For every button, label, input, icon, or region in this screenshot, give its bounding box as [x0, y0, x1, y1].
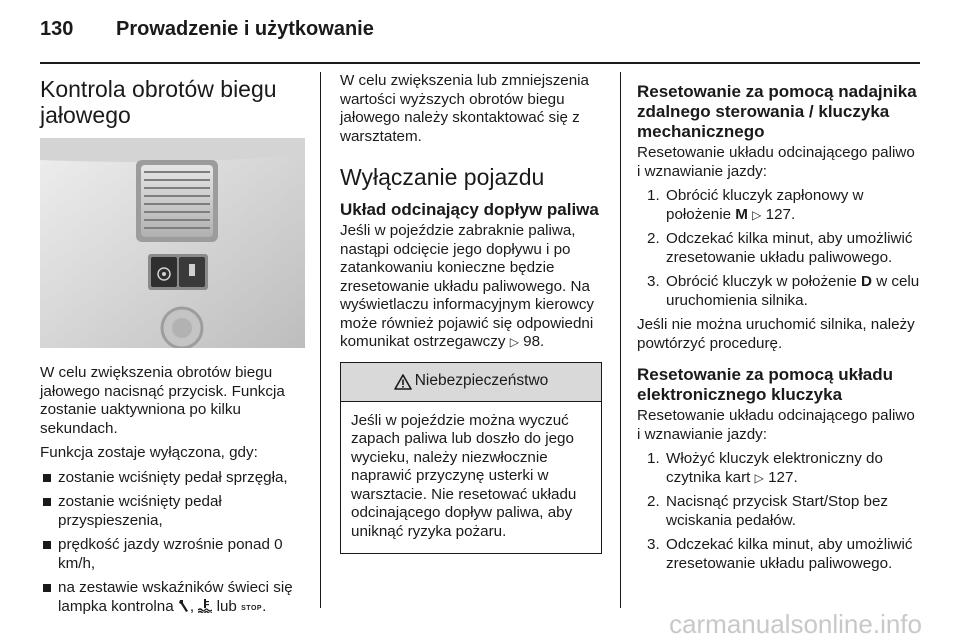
danger-warning-title: Niebezpieczeństwo: [414, 372, 549, 390]
reset-remote-key-steps: [637, 187, 920, 310]
reset-electronic-key-intro: Resetowanie układu odcinającego paliwo i wznawianie jazdy:: [637, 407, 915, 443]
column-divider: [620, 72, 621, 608]
list-item: 3. Obrócić kluczyk w położenie D w celu uruchomienia silnika.: [647, 273, 920, 309]
watermark: carmanualsonline.info: [669, 609, 922, 639]
stop-warning-light-label: STOP: [241, 604, 263, 612]
danger-warning-box: [340, 362, 602, 555]
list-item: na zestawie wskaźników świeci się lampka kontrolna , lub STOP.: [40, 579, 305, 618]
reset-electronic-key-steps: [637, 450, 920, 573]
reset-remote-key-heading: Resetowanie za pomocą nadajnika zdalnego sterowania / kluczyka mechanicznego: [637, 82, 917, 141]
restart-note: Jeśli nie można uruchomić silnika, należy powtórzyć procedurę.: [637, 316, 915, 352]
idle-control-button-photo: [40, 138, 305, 348]
list-item: zostanie wciśnięty pedał przyspieszenia,: [40, 493, 305, 530]
bullet-marker: [43, 474, 51, 482]
coolant-temperature-light-icon: [198, 599, 212, 613]
idle-speed-description: W celu zwiększenia obrotów biegu jałowego nacisnąć przycisk. Funkcja zostanie uaktywniona po kilku sekundach.: [40, 364, 285, 437]
danger-warning-text: Jeśli w pojeździe można wyczuć zapach paliwa lub doszło do jego wycieku, należy niezwłocznie naprawić przyczynę usterki w warsztacie. Nie resetować układu odcinającego dopływ paliwa, aby uniknąć ryzyka pożaru.: [351, 411, 577, 540]
reset-remote-key-intro: Resetowanie układu odcinającego paliwo i wznawianie jazdy:: [637, 144, 915, 180]
deactivation-conditions-list: [40, 469, 305, 619]
column-divider: [320, 72, 321, 608]
page-number: 130: [40, 18, 74, 40]
idle-speed-heading: Kontrola obrotów biegu jałowego: [40, 76, 277, 128]
list-item: 1. Obrócić kluczyk zapłonowy w położenie M ▷ 127.: [647, 187, 864, 223]
idle-speed-adjustment-note: W celu zwiększenia lub zmniejszenia wartości wyższych obrotów biegu jałowego należy skontaktować się z warsztatem.: [340, 72, 590, 145]
list-item: 3. Odczekać kilka minut, aby umożliwić zresetowanie układu paliwowego.: [647, 536, 913, 572]
bullet-marker: [43, 498, 51, 506]
column-idle-speed: [40, 72, 305, 624]
ignition-position-m: M: [735, 205, 748, 223]
warning-triangle-icon: [394, 374, 412, 390]
list-item: 2. Nacisnąć przycisk Start/Stop bez wciskania pedałów.: [647, 493, 888, 529]
bullet-marker: [43, 584, 51, 592]
reference-arrow-icon: ▷: [752, 207, 762, 222]
danger-warning-header: [341, 363, 601, 402]
list-item: prędkość jazdy wzrośnie ponad 0 km/h,: [40, 536, 305, 573]
column-reset-procedures: [637, 72, 920, 579]
list-item: 1. Włożyć kluczyk elektroniczny do czytnika kart ▷ 127.: [647, 450, 883, 486]
reset-electronic-key-heading: Resetowanie za pomocą układu elektronicznego kluczyka: [637, 365, 894, 404]
switching-off-heading: Wyłączanie pojazdu: [340, 164, 545, 190]
list-item: 2. Odczekać kilka minut, aby umożliwić zresetowanie układu paliwowego.: [647, 230, 913, 266]
ignition-position-d: D: [861, 273, 872, 290]
section-title: Prowadzenie i użytkowanie: [116, 18, 374, 40]
fuel-cutoff-subheading: Układ odcinający dopływ paliwa: [340, 200, 599, 219]
column-switching-off: [340, 72, 602, 554]
bullet-marker: [43, 541, 51, 549]
reference-arrow-icon: ▷: [509, 335, 519, 349]
page-header: [40, 12, 920, 52]
wrench-warning-light-icon: [178, 599, 190, 613]
fuel-cutoff-description: Jeśli w pojeździe zabraknie paliwa, nastąpi odcięcie jego dopływu i po zatankowaniu konieczne będzie zresetowanie układu paliwowego. Na wyświetlaczu informacyjnym kierowcy może również pojawić się odpowiedni komunikat ostrzegawczy ▷ 98.: [340, 222, 595, 350]
list-item: zostanie wciśnięty pedał sprzęgła,: [40, 469, 305, 488]
header-divider: [40, 62, 920, 64]
reference-arrow-icon: ▷: [754, 470, 764, 485]
deactivation-intro: Funkcja zostaje wyłączona, gdy:: [40, 444, 258, 461]
